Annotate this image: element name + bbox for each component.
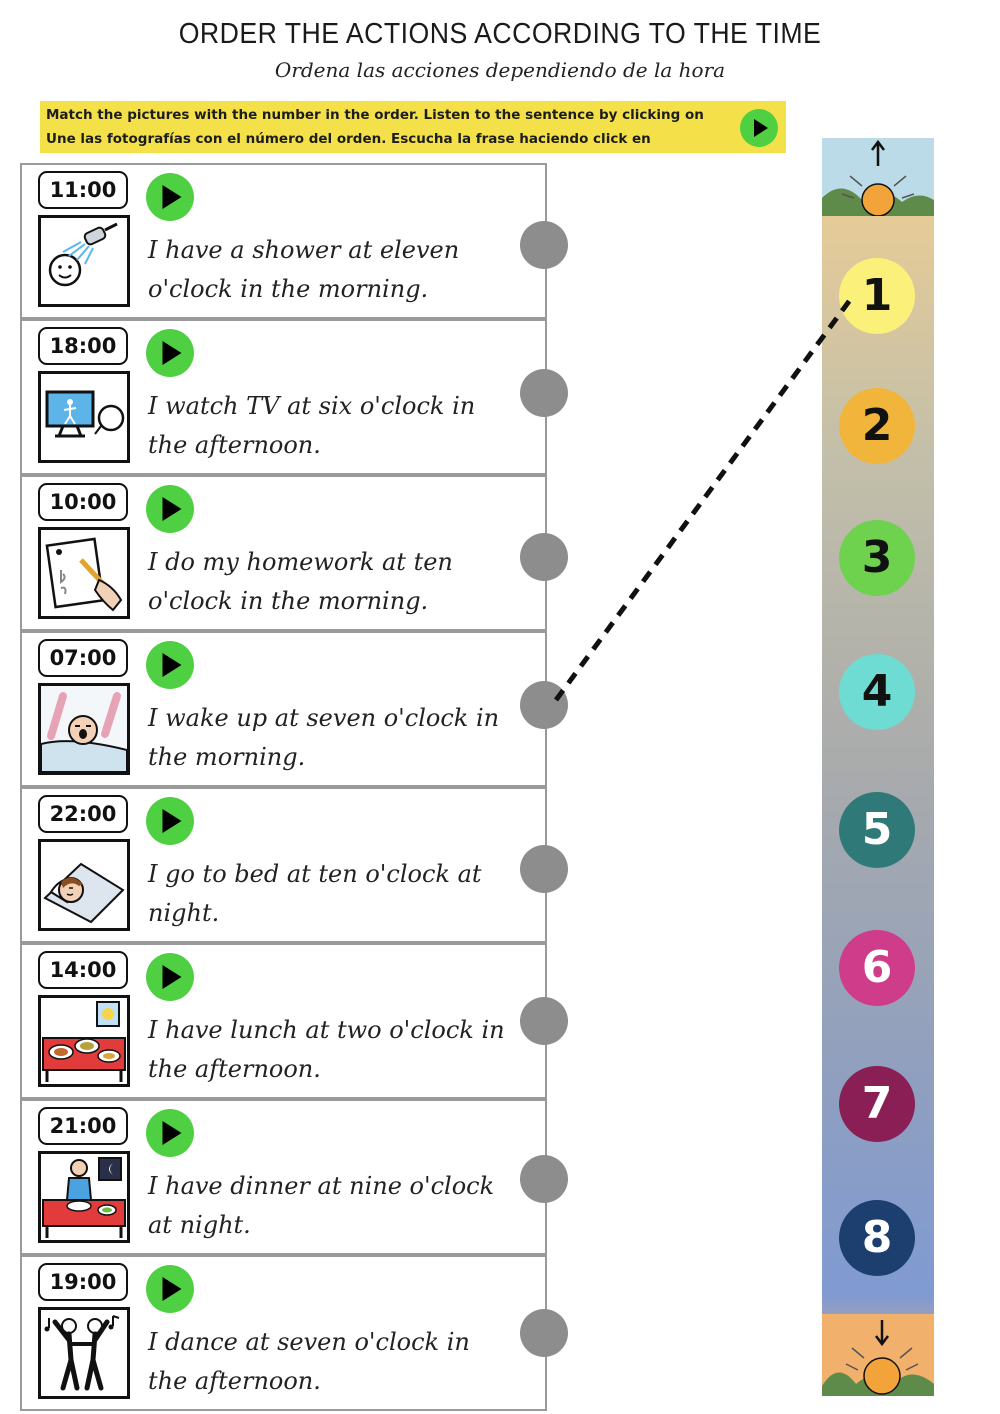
activity-sentence: I watch TV at six o'clock in the afternoon. — [148, 392, 476, 459]
match-dot[interactable] — [520, 1309, 568, 1357]
activity-row — [20, 631, 547, 787]
play-button[interactable] — [146, 1265, 194, 1313]
match-dot[interactable] — [520, 681, 568, 729]
activity-sentence: I dance at seven o'clock in the afternoon. — [148, 1328, 470, 1395]
play-button[interactable] — [146, 953, 194, 1001]
activity-row — [20, 1255, 547, 1411]
order-number-6[interactable]: 6 — [839, 930, 915, 1006]
order-number-4[interactable]: 4 — [839, 654, 915, 730]
activity-row — [20, 787, 547, 943]
activity-sentence: I have a shower at eleven o'clock in the morning. — [148, 236, 460, 303]
activity-sentence: I have lunch at two o'clock in the afternoon. — [148, 1016, 505, 1083]
play-button[interactable] — [146, 485, 194, 533]
time-label: 10:00 — [38, 483, 128, 521]
activity-row — [20, 163, 547, 319]
activity-sentence: I go to bed at ten o'clock at night. — [148, 860, 482, 927]
order-number-5[interactable]: 5 — [839, 792, 915, 868]
activity-sentence: I do my homework at ten o'clock in the morning. — [148, 548, 453, 615]
instructions-spanish: Une las fotografías con el número del orden. Escucha la frase haciendo click en — [46, 131, 651, 147]
activity-row — [20, 1099, 547, 1255]
tv-icon[interactable] — [38, 371, 130, 463]
activity-sentence: I have dinner at nine o'clock at night. — [148, 1172, 495, 1239]
order-number-7[interactable]: 7 — [839, 1066, 915, 1142]
play-button[interactable] — [146, 641, 194, 689]
match-dot[interactable] — [520, 533, 568, 581]
shower-icon[interactable] — [38, 215, 130, 307]
order-number-8[interactable]: 8 — [839, 1200, 915, 1276]
time-label: 14:00 — [38, 951, 128, 989]
order-number-1[interactable]: 1 — [839, 258, 915, 334]
activity-row — [20, 319, 547, 475]
play-icon — [740, 109, 778, 147]
time-label: 19:00 — [38, 1263, 128, 1301]
sunrise-icon — [822, 138, 934, 216]
time-label: 22:00 — [38, 795, 128, 833]
homework-icon[interactable] — [38, 527, 130, 619]
wake-up-icon[interactable] — [38, 683, 130, 775]
activity-sentence: I wake up at seven o'clock in the morning. — [148, 704, 500, 771]
sunset-icon — [822, 1314, 934, 1396]
lunch-icon[interactable] — [38, 995, 130, 1087]
time-label: 11:00 — [38, 171, 128, 209]
dinner-icon[interactable] — [38, 1151, 130, 1243]
dance-icon[interactable] — [38, 1307, 130, 1399]
time-label: 21:00 — [38, 1107, 128, 1145]
page-subtitle: Ordena las acciones dependiendo de la hora — [274, 58, 726, 82]
match-dot[interactable] — [520, 1155, 568, 1203]
time-label: 18:00 — [38, 327, 128, 365]
match-dot[interactable] — [520, 221, 568, 269]
play-button[interactable] — [146, 173, 194, 221]
match-dot[interactable] — [520, 369, 568, 417]
time-label: 07:00 — [38, 639, 128, 677]
play-button[interactable] — [146, 329, 194, 377]
activity-list — [20, 163, 547, 1411]
play-button[interactable] — [146, 797, 194, 845]
order-number-2[interactable]: 2 — [839, 388, 915, 464]
activity-row — [20, 475, 547, 631]
page-title: ORDER THE ACTIONS ACCORDING TO THE TIME — [178, 18, 822, 50]
bed-icon[interactable] — [38, 839, 130, 931]
play-button[interactable] — [146, 1109, 194, 1157]
instructions-banner — [40, 101, 786, 153]
order-number-3[interactable]: 3 — [839, 520, 915, 596]
instructions-english: Match the pictures with the number in the order. Listen to the sentence by clicking on — [46, 107, 704, 123]
activity-row — [20, 943, 547, 1099]
match-dot[interactable] — [520, 997, 568, 1045]
match-dot[interactable] — [520, 845, 568, 893]
